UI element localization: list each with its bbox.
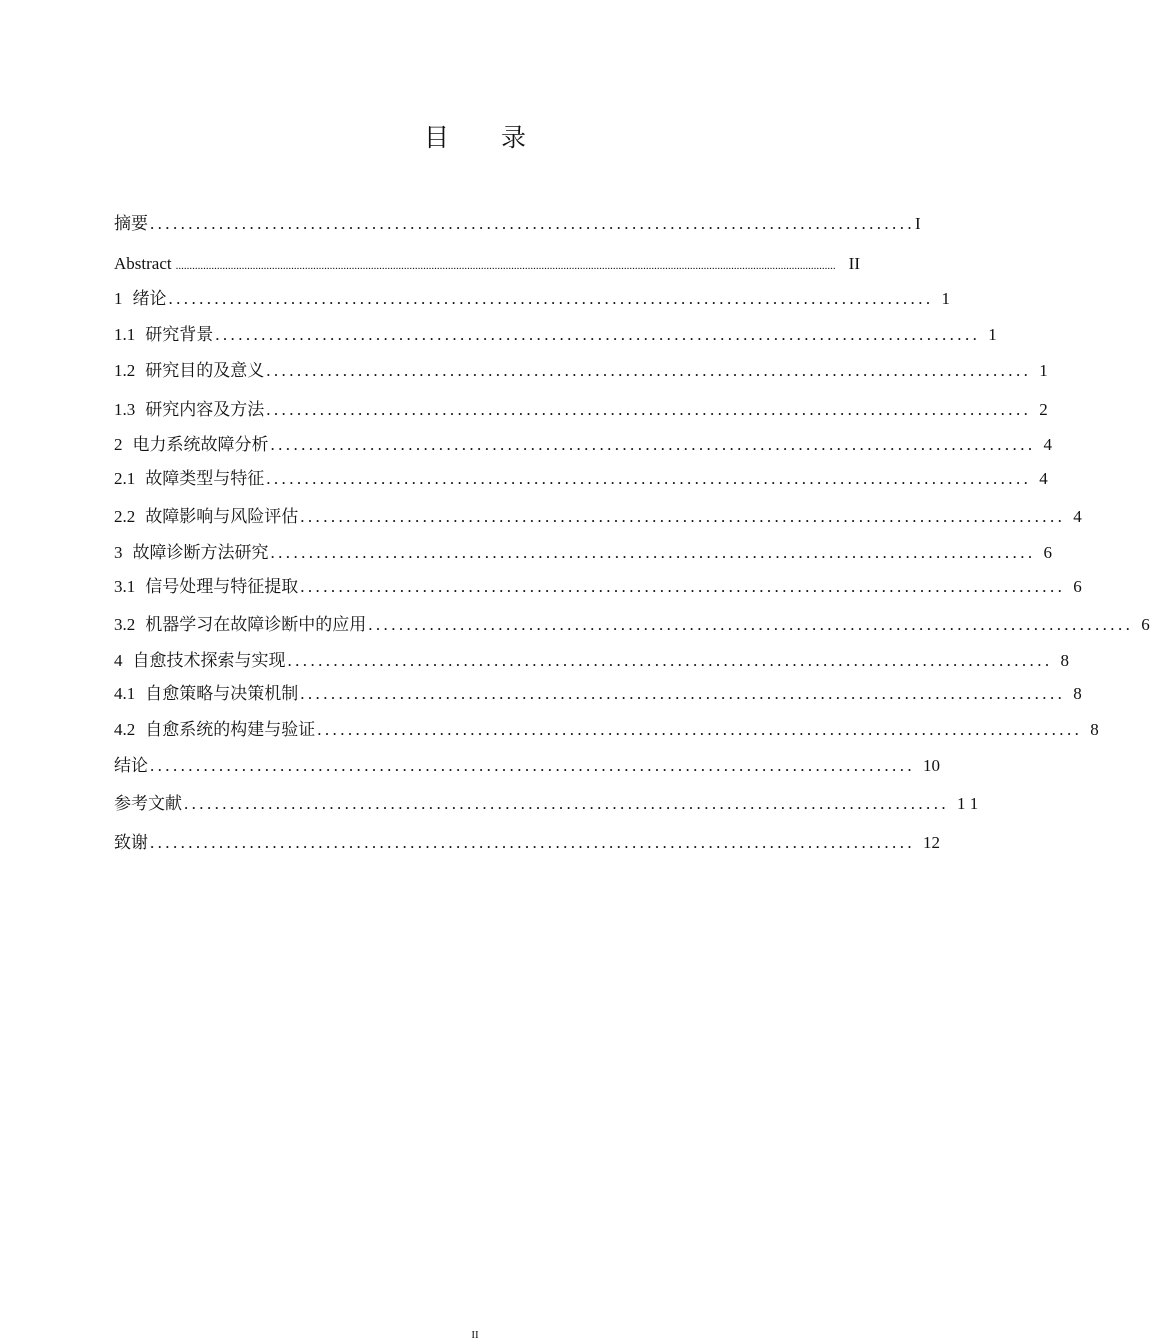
toc-entry-number: 2.1 <box>114 469 136 488</box>
toc-title: 目 录 <box>424 123 548 152</box>
toc-leader-dots: .................................................................................................... <box>150 833 915 852</box>
toc-leader-dots: .................................................................................................... <box>270 543 1036 562</box>
toc-entry-page: 8 <box>1090 720 1099 739</box>
toc-entry-section-4-1[interactable] <box>114 683 1082 705</box>
toc-entry-page: 1 1 <box>957 794 979 813</box>
toc-entry-page: 4 <box>1073 507 1082 526</box>
toc-entry-page: 2 <box>1039 400 1048 419</box>
toc-entry-page: 1 <box>1039 361 1048 380</box>
toc-leader-dots: .................................................................................................... <box>184 794 949 813</box>
toc-entry-label: 摘要 <box>114 214 148 233</box>
toc-entry-page: 4 <box>1039 469 1048 488</box>
toc-entry-page: 8 <box>1073 684 1082 703</box>
toc-leader-dots: .................................................................................................... <box>266 361 1032 380</box>
toc-entry-number: 1.3 <box>114 400 136 419</box>
toc-entry-label: 故障影响与风险评估 <box>145 507 299 526</box>
toc-entry-label: 机器学习在故障诊断中的应用 <box>145 615 367 634</box>
toc-entry-section-1-2[interactable] <box>114 360 1048 382</box>
toc-entry-section-1-1[interactable] <box>114 324 997 346</box>
toc-entry-page: II <box>848 254 860 273</box>
toc-entry-number: 4.2 <box>114 720 136 739</box>
toc-entry-conclusion[interactable] <box>114 755 940 777</box>
toc-leader-dots: .................................................................................................... <box>150 214 915 233</box>
toc-leader-dots: .................................................................................................... <box>168 289 934 308</box>
toc-entry-page: 6 <box>1043 543 1052 562</box>
toc-leader-dots: .................................................................................................... <box>266 469 1032 488</box>
toc-entry-section-3-1[interactable] <box>114 576 1082 598</box>
toc-entry-chapter-1[interactable] <box>114 288 950 310</box>
toc-entry-label: 结论 <box>114 756 148 775</box>
toc-entry-section-2-1[interactable] <box>114 468 1048 490</box>
toc-entry-label: 参考文献 <box>114 794 182 813</box>
toc-leader-dots: .................................................................................................... <box>270 435 1036 454</box>
toc-entry-page: 12 <box>923 833 940 852</box>
toc-entry-abstract-en[interactable] <box>114 253 860 275</box>
toc-entry-label: 故障类型与特征 <box>145 469 265 488</box>
toc-entry-number: 1 <box>114 289 123 308</box>
toc-entry-abstract-cn[interactable] <box>114 213 921 235</box>
toc-entry-page: 6 <box>1073 577 1082 596</box>
toc-entry-section-1-3[interactable] <box>114 399 1048 421</box>
toc-entry-page: 8 <box>1060 651 1069 670</box>
toc-entry-section-3-2[interactable] <box>114 614 1150 636</box>
toc-entry-label: 电力系统故障分析 <box>132 435 269 454</box>
toc-entry-chapter-2[interactable] <box>114 434 1052 456</box>
toc-leader-dots: .................................................................................................... <box>287 651 1053 670</box>
toc-entry-number: 1.2 <box>114 361 136 380</box>
toc-leader-dots: .................................................................................................... <box>300 577 1066 596</box>
toc-entry-page: 4 <box>1043 435 1052 454</box>
toc-entry-label: 信号处理与特征提取 <box>145 577 299 596</box>
toc-entry-page: I <box>915 214 921 233</box>
toc-entry-label: 自愈技术探索与实现 <box>132 651 286 670</box>
toc-leader-dots: .................................................................................................... <box>266 400 1032 419</box>
toc-entry-chapter-3[interactable] <box>114 542 1052 564</box>
toc-entry-number: 2 <box>114 435 123 454</box>
toc-entry-acknowledgements[interactable] <box>114 832 940 854</box>
toc-entry-label: 研究背景 <box>145 325 214 344</box>
toc-entry-number: 3 <box>114 543 123 562</box>
toc-entry-number: 4 <box>114 651 123 670</box>
toc-leader-dots: .................................................................................................... <box>317 720 1083 739</box>
toc-entry-label: 自愈策略与决策机制 <box>145 684 299 703</box>
toc-entry-label: 故障诊断方法研究 <box>132 543 269 562</box>
toc-entry-page: 1 <box>988 325 997 344</box>
toc-entry-page: 6 <box>1141 615 1150 634</box>
toc-leader-dots: .................................................................................................... <box>150 756 915 775</box>
toc-entry-page: 10 <box>923 756 940 775</box>
toc-entry-label: 研究目的及意义 <box>145 361 265 380</box>
toc-entry-section-2-2[interactable] <box>114 506 1082 528</box>
toc-leader-dots: ................................................................................................................................................................................................................................................ <box>175 260 836 272</box>
toc-entry-references[interactable] <box>114 793 979 815</box>
toc-entry-chapter-4[interactable] <box>114 650 1069 672</box>
toc-leader-dots: .................................................................................................... <box>300 507 1066 526</box>
toc-entry-number: 3.2 <box>114 615 136 634</box>
toc-entry-number: 1.1 <box>114 325 136 344</box>
toc-entry-label: 研究内容及方法 <box>145 400 265 419</box>
toc-leader-dots: .................................................................................................... <box>368 615 1134 634</box>
toc-entry-number: 4.1 <box>114 684 136 703</box>
toc-leader-dots: .................................................................................................... <box>215 325 981 344</box>
toc-entry-label: Abstract <box>114 254 172 273</box>
toc-entry-section-4-2[interactable] <box>114 719 1099 741</box>
toc-leader-dots: .................................................................................................... <box>300 684 1066 703</box>
toc-entry-page: 1 <box>941 289 950 308</box>
toc-entry-number: 2.2 <box>114 507 136 526</box>
toc-entry-label: 自愈系统的构建与验证 <box>145 720 316 739</box>
toc-entry-number: 3.1 <box>114 577 136 596</box>
page-number: II <box>471 1329 479 1341</box>
toc-entry-label: 绪论 <box>132 289 167 308</box>
toc-entry-label: 致谢 <box>114 833 148 852</box>
